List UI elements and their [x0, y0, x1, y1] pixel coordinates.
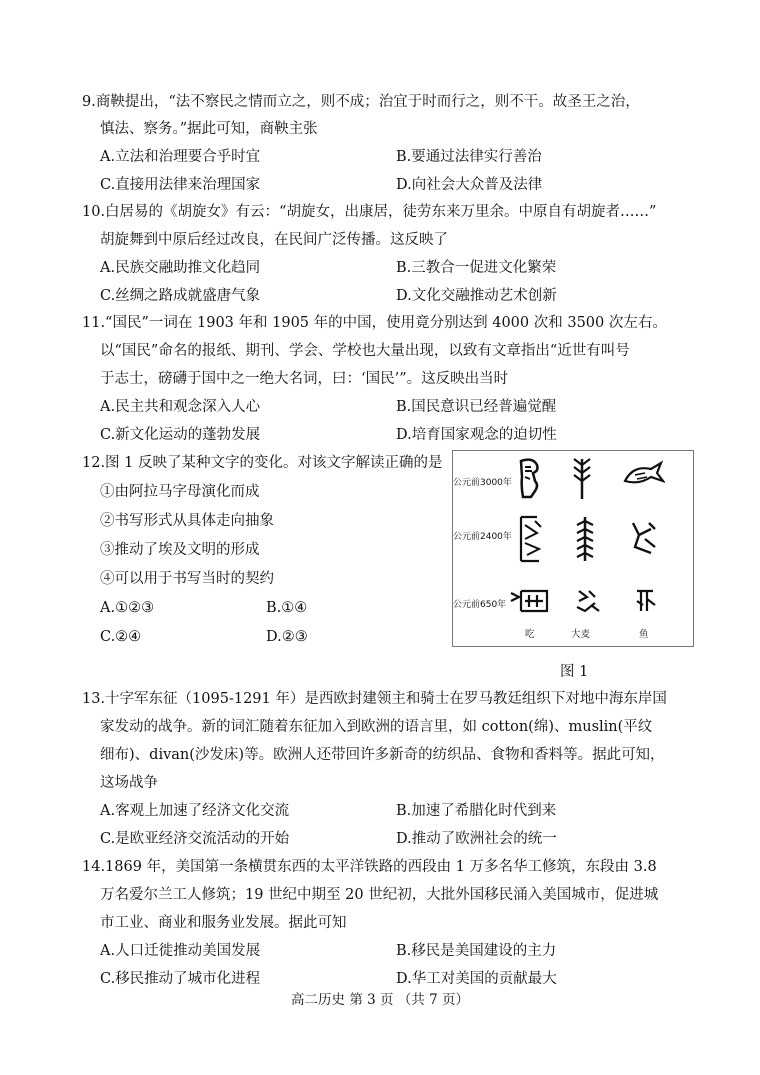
q9-option-c: C.直接用法律来治理国家 — [100, 177, 261, 193]
q10-option-c: C.丝绸之路成就盛唐气象 — [100, 288, 261, 304]
q9-option-b: B.要通过法律实行善治 — [396, 149, 542, 165]
q10-stem-line1: 10.白居易的《胡旋女》有云：“胡旋女，出康居，徒劳东来万里余。中原自有胡旋者……” — [82, 204, 657, 220]
era-label-650bc: 公元前650年 — [453, 600, 507, 610]
q14-stem-line1: 14.1869 年，美国第一条横贯东西的太平洋铁路的西段由 1 万多名华工修筑，东段由 3.8 — [82, 859, 657, 875]
q10-stem-line2: 胡旋舞到中原后经过改良，在民间广泛传播。这反映了 — [100, 232, 448, 248]
era-label-3000bc: 公元前3000年 — [453, 478, 512, 488]
q14-option-c: C.移民推动了城市化进程 — [100, 971, 261, 987]
eat-late-cuneiform-icon — [507, 587, 553, 615]
q13-stem-line1: 13.十字军东征（1095-1291 年）是西欧封建领主和骑士在罗马教廷组织下对地中海东岸国 — [82, 691, 667, 707]
q12-stem: 12.图 1 反映了某种文字的变化。对该文字解读正确的是 — [82, 455, 443, 471]
page-footer: 高二历史 第 3 页 （共 7 页） — [291, 992, 469, 1008]
barley-pictograph-icon — [569, 455, 595, 501]
q12-option-a: A.①②③ — [100, 600, 155, 616]
q12-statement-4: ④可以用于书写当时的契约 — [100, 571, 274, 587]
q13-option-b: B.加速了希腊化时代到来 — [396, 803, 557, 819]
q14-option-a: A.人口迁徙推动美国发展 — [100, 943, 261, 959]
q10-option-d: D.文化交融推动艺术创新 — [396, 288, 557, 304]
q12-statement-1: ①由阿拉马字母演化而成 — [100, 484, 260, 500]
q11-stem-line1: 11.“国民”一词在 1903 年和 1905 年的中国，使用竟分别达到 4000 次和 3500 次左右。 — [82, 315, 667, 331]
q13-stem-line3: 细布)、divan(沙发床)等。欧洲人还带回许多新奇的纺织品、食物和香料等。据此可知， — [100, 747, 665, 763]
era-label-2400bc: 公元前2400年 — [453, 532, 512, 542]
barley-late-cuneiform-icon — [573, 587, 601, 615]
fish-early-cuneiform-icon — [625, 517, 661, 559]
eat-early-cuneiform-icon — [515, 513, 547, 565]
q13-stem-line2: 家发动的战争。新的词汇随着东征加入到欧洲的语言里，如 cotton(绵)、muslin(平纹 — [100, 719, 653, 735]
q11-stem-line2: 以“国民”命名的报纸、期刊、学会、学校也大量出现，以致有文章指出“近世有叫号 — [100, 343, 630, 359]
figure-1-caption: 图 1 — [560, 664, 589, 680]
q14-stem-line3: 市工业、商业和服务业发展。据此可知 — [100, 915, 347, 931]
barley-early-cuneiform-icon — [573, 513, 597, 565]
q10-option-a: A.民族交融助推文化趋同 — [100, 260, 261, 276]
caption-eat: 吃 — [525, 629, 535, 640]
fish-pictograph-icon — [621, 459, 665, 491]
q13-stem-line4: 这场战争 — [100, 775, 158, 791]
figure-1-cuneiform — [452, 450, 694, 647]
caption-barley: 大麦 — [571, 629, 591, 640]
q9-stem-line2: 慎法、察务。”据此可知，商鞅主张 — [100, 121, 318, 137]
q14-option-d: D.华工对美国的贡献最大 — [396, 971, 557, 987]
q13-option-c: C.是欧亚经济交流活动的开始 — [100, 831, 290, 847]
q12-statement-2: ②书写形式从具体走向抽象 — [100, 513, 274, 529]
q11-stem-line3: 于志士，磅礴于国中之一绝大名词，曰：‘国民’”。这反映出当时 — [100, 371, 509, 387]
q9-option-d: D.向社会大众普及法律 — [396, 177, 543, 193]
q11-option-d: D.培育国家观念的迫切性 — [396, 427, 557, 443]
q12-statement-3: ③推动了埃及文明的形成 — [100, 542, 260, 558]
q11-option-a: A.民主共和观念深入人心 — [100, 399, 261, 415]
q11-option-b: B.国民意识已经普遍觉醒 — [396, 399, 557, 415]
q13-option-d: D.推动了欧洲社会的统一 — [396, 831, 557, 847]
q12-option-d: D.②③ — [266, 629, 308, 645]
q12-option-c: C.②④ — [100, 629, 142, 645]
fish-late-cuneiform-icon — [633, 587, 657, 615]
q11-option-c: C.新文化运动的蓬勃发展 — [100, 427, 261, 443]
q14-option-b: B.移民是美国建设的主力 — [396, 943, 557, 959]
eat-pictograph-icon — [513, 457, 547, 501]
q10-option-b: B.三教合一促进文化繁荣 — [396, 260, 557, 276]
q12-option-b: B.①④ — [266, 600, 308, 616]
q9-stem-line1: 9.商鞅提出，“法不察民之情而立之，则不成；治宜于时而行之，则不干。故圣王之治， — [82, 94, 640, 110]
q13-option-a: A.客观上加速了经济文化交流 — [100, 803, 290, 819]
q9-option-a: A.立法和治理要合乎时宜 — [100, 149, 261, 165]
caption-fish: 鱼 — [639, 629, 649, 640]
q14-stem-line2: 万名爱尔兰工人修筑；19 世纪中期至 20 世纪初，大批外国移民涌入美国城市，促进城 — [100, 887, 659, 903]
